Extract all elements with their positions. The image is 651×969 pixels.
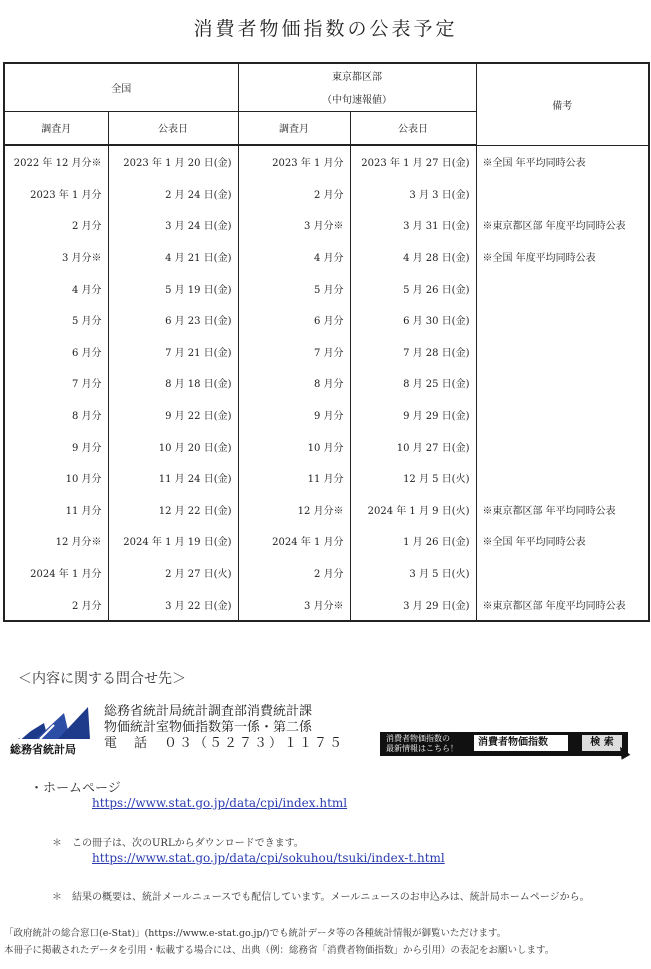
- contact-organization: [104, 704, 344, 752]
- footer-estat-note: 「政府統計の総合窓口(e-Stat)」(https://www.e-stat.go.jp/)でも統計データ等の各種統計情報が御覧いただけます。: [4, 928, 507, 939]
- survey-month-tokyo-cell: 11 月分: [238, 462, 350, 494]
- contact-heading: ＜内容に関する問合せ先＞: [18, 671, 186, 687]
- survey-month-tokyo-cell: 8 月分: [238, 367, 350, 399]
- release-date-national-cell: 12 月 22 日(金): [108, 494, 238, 526]
- survey-month-tokyo-cell: 12 月分※: [238, 494, 350, 526]
- release-date-national-cell: 10 月 20 日(金): [108, 430, 238, 462]
- survey-month-tokyo-cell: 2024 年 1 月分: [238, 525, 350, 557]
- header-release-national: 公表日: [108, 111, 238, 145]
- remarks-cell: [476, 557, 649, 589]
- release-date-national-cell: 9 月 22 日(金): [108, 399, 238, 431]
- survey-month-tokyo-cell: 5 月分: [238, 272, 350, 304]
- survey-month-tokyo-cell: 2 月分: [238, 178, 350, 210]
- survey-month-national-cell: 3 月分※: [4, 241, 108, 273]
- remarks-cell: ※全国 年平均同時公表: [476, 525, 649, 557]
- homepage-link[interactable]: https://www.stat.go.jp/data/cpi/index.html: [92, 796, 348, 810]
- release-date-national-cell: 2023 年 1 月 20 日(金): [108, 145, 238, 178]
- survey-month-national-cell: 4 月分: [4, 272, 108, 304]
- header-survey-national: 調査月: [4, 111, 108, 145]
- table-row: [4, 209, 649, 241]
- search-label-line2: 最新情報はこちら！: [386, 744, 458, 753]
- remarks-cell: [476, 462, 649, 494]
- table-row: [4, 525, 649, 557]
- page-title: 消費者物価指数の公表予定: [193, 18, 458, 40]
- remarks-cell: [476, 272, 649, 304]
- table-row: [4, 367, 649, 399]
- org-line2: 物価統計室物価指数第一係・第二係: [104, 720, 313, 735]
- release-date-tokyo-cell: 10 月 27 日(金): [350, 430, 476, 462]
- remarks-cell: ※全国 年平均同時公表: [476, 145, 649, 178]
- survey-month-national-cell: 8 月分: [4, 399, 108, 431]
- release-date-national-cell: 2 月 24 日(金): [108, 178, 238, 210]
- remarks-cell: ※全国 年度平均同時公表: [476, 241, 649, 273]
- release-date-tokyo-cell: 6 月 30 日(金): [350, 304, 476, 336]
- release-date-tokyo-cell: 7 月 28 日(金): [350, 336, 476, 368]
- header-tokyo-line2: （中旬速報値）: [322, 95, 392, 107]
- release-date-tokyo-cell: 3 月 5 日(火): [350, 557, 476, 589]
- survey-month-national-cell: 2 月分: [4, 588, 108, 621]
- remarks-cell: [476, 367, 649, 399]
- remarks-cell: [476, 430, 649, 462]
- download-link[interactable]: https://www.stat.go.jp/data/cpi/sokuhou/tsuki/index-t.html: [92, 851, 445, 865]
- table-row: [4, 304, 649, 336]
- pointer-cursor-icon: [616, 744, 631, 759]
- header-tokyo-line1: 東京都区部: [332, 72, 382, 84]
- remarks-cell: [476, 399, 649, 431]
- survey-month-national-cell: 2022 年 12 月分※: [4, 145, 108, 178]
- survey-month-tokyo-cell: 2023 年 1 月分: [238, 145, 350, 178]
- release-date-national-cell: 7 月 21 日(金): [108, 336, 238, 368]
- table-row: [4, 557, 649, 589]
- search-banner[interactable]: [380, 732, 628, 756]
- table-row: [4, 430, 649, 462]
- table-row: [4, 399, 649, 431]
- table-row: [4, 145, 649, 178]
- survey-month-tokyo-cell: 3 月分※: [238, 588, 350, 621]
- release-date-tokyo-cell: 3 月 29 日(金): [350, 588, 476, 621]
- survey-month-national-cell: 9 月分: [4, 430, 108, 462]
- survey-month-national-cell: 6 月分: [4, 336, 108, 368]
- survey-month-national-cell: 2023 年 1 月分: [4, 178, 108, 210]
- survey-month-tokyo-cell: 3 月分※: [238, 209, 350, 241]
- remarks-cell: ※東京都区部 年度平均同時公表: [476, 588, 649, 621]
- org-line1: 総務省統計局統計調査部消費統計課: [104, 704, 313, 719]
- survey-month-tokyo-cell: 6 月分: [238, 304, 350, 336]
- release-date-national-cell: 6 月 23 日(金): [108, 304, 238, 336]
- release-date-national-cell: 2 月 27 日(火): [108, 557, 238, 589]
- release-date-national-cell: 5 月 19 日(金): [108, 272, 238, 304]
- table-row: [4, 241, 649, 273]
- table-row: [4, 272, 649, 304]
- survey-month-national-cell: 11 月分: [4, 494, 108, 526]
- search-label-line1: 消費者物価指数の: [386, 734, 450, 743]
- footer-citation-note: 本冊子に掲載されたデータを引用・転載する場合には、出典（例：総務省「消費者物価指数」から引用）の表記をお願いします。: [4, 945, 555, 956]
- remarks-cell: ※東京都区部 年度平均同時公表: [476, 209, 649, 241]
- search-button[interactable]: 検 索: [582, 735, 622, 751]
- release-date-national-cell: 8 月 18 日(金): [108, 367, 238, 399]
- release-date-national-cell: 3 月 24 日(金): [108, 209, 238, 241]
- header-national: 全国: [4, 63, 238, 111]
- release-date-tokyo-cell: 1 月 26 日(金): [350, 525, 476, 557]
- logo-text: 総務省統計局: [10, 743, 76, 756]
- remarks-cell: [476, 304, 649, 336]
- survey-month-national-cell: 12 月分※: [4, 525, 108, 557]
- release-date-national-cell: 3 月 22 日(金): [108, 588, 238, 621]
- survey-month-national-cell: 10 月分: [4, 462, 108, 494]
- header-tokyo: [238, 63, 476, 111]
- release-date-national-cell: 2024 年 1 月 19 日(金): [108, 525, 238, 557]
- table-row: [4, 336, 649, 368]
- release-date-tokyo-cell: 12 月 5 日(火): [350, 462, 476, 494]
- header-release-tokyo: 公表日: [350, 111, 476, 145]
- header-remarks: 備考: [476, 63, 649, 145]
- release-date-tokyo-cell: 5 月 26 日(金): [350, 272, 476, 304]
- table-row: [4, 178, 649, 210]
- homepage-label: ・ホームページ: [30, 781, 121, 796]
- table-row: [4, 462, 649, 494]
- survey-month-tokyo-cell: 9 月分: [238, 399, 350, 431]
- release-date-tokyo-cell: 9 月 29 日(金): [350, 399, 476, 431]
- release-date-tokyo-cell: 2024 年 1 月 9 日(火): [350, 494, 476, 526]
- table-row: [4, 588, 649, 621]
- remarks-cell: [476, 336, 649, 368]
- release-date-tokyo-cell: 4 月 28 日(金): [350, 241, 476, 273]
- search-input[interactable]: 消費者物価指数: [474, 735, 568, 751]
- survey-month-tokyo-cell: 2 月分: [238, 557, 350, 589]
- release-date-tokyo-cell: 3 月 31 日(金): [350, 209, 476, 241]
- release-date-national-cell: 4 月 21 日(金): [108, 241, 238, 273]
- table-row: [4, 494, 649, 526]
- survey-month-tokyo-cell: 7 月分: [238, 336, 350, 368]
- phone-number: 電 話 ０３（５２７３）１１７５: [104, 736, 345, 751]
- search-banner-label: [386, 734, 458, 754]
- release-schedule-table: [3, 62, 650, 622]
- survey-month-national-cell: 5 月分: [4, 304, 108, 336]
- release-date-tokyo-cell: 3 月 3 日(金): [350, 178, 476, 210]
- survey-month-tokyo-cell: 10 月分: [238, 430, 350, 462]
- release-date-tokyo-cell: 2023 年 1 月 27 日(金): [350, 145, 476, 178]
- survey-month-national-cell: 2 月分: [4, 209, 108, 241]
- release-date-national-cell: 11 月 24 日(金): [108, 462, 238, 494]
- mail-news-note: ＊ 結果の概要は、統計メールニュースでも配信しています。メールニュースのお申込みは、統計局ホームページから。: [52, 892, 590, 903]
- download-note: ＊ この冊子は、次のURLからダウンロードできます。: [52, 838, 304, 849]
- survey-month-national-cell: 7 月分: [4, 367, 108, 399]
- remarks-cell: [476, 178, 649, 210]
- remarks-cell: ※東京都区部 年平均同時公表: [476, 494, 649, 526]
- release-date-tokyo-cell: 8 月 25 日(金): [350, 367, 476, 399]
- survey-month-national-cell: 2024 年 1 月分: [4, 557, 108, 589]
- header-survey-tokyo: 調査月: [238, 111, 350, 145]
- survey-month-tokyo-cell: 4 月分: [238, 241, 350, 273]
